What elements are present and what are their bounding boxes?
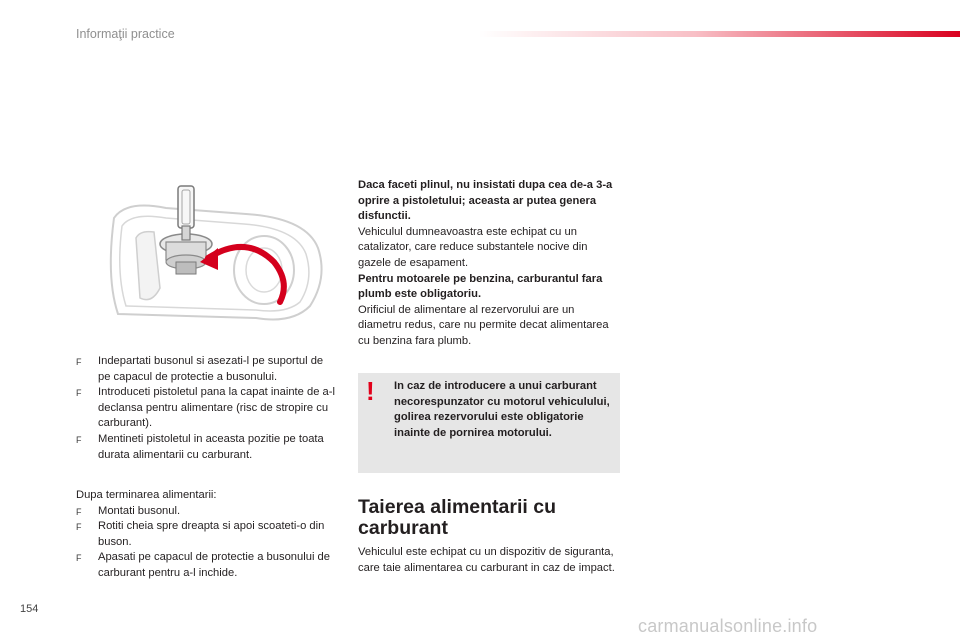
section-body: Vehiculul este echipat cu un dispozitiv de siguranta, care taie alimentarea cu carburant in caz de impact. (358, 546, 615, 574)
bullet-icon: F (76, 506, 82, 517)
bullet-icon: F (76, 553, 82, 564)
after-refuel-section (76, 488, 336, 582)
list-item: F Apasati pe capacul de protectie a busonului de carburant pentru a-l inchide. (76, 551, 330, 579)
section-header-title: Informaţii practice (76, 27, 175, 41)
catalyst-info: Vehiculul dumneavoastra este echipat cu un catalizator, care reduce substantele nocive din gazele de esapament. (358, 225, 588, 269)
refuel-steps-list (76, 354, 336, 463)
list-item: F Introduceti pistoletul pana la capat inainte de a-l declansa pentru alimentare (risc de stropire cu carburant). (76, 386, 335, 430)
warning-exclamation-icon: ! (366, 376, 375, 406)
bullet-icon: F (76, 388, 82, 399)
refuel-warning-bold: Daca faceti plinul, nu insistati dupa cea de-a 3-a oprire a pistoletului; aceasta ar putea genera disfunctii. (358, 179, 613, 223)
list-item: F Rotiti cheia spre dreapta si apoi scoateti-o din buson. (76, 520, 325, 548)
bullet-icon: F (76, 357, 82, 367)
section-title: Taierea alimentarii cu carburant (358, 496, 556, 539)
after-refuel-intro: Dupa terminarea alimentarii: (76, 489, 217, 501)
unleaded-required-bold: Pentru motoarele pe benzina, carburantul fara plumb este obligatoriu. (358, 272, 603, 301)
warning-text: In caz de introducere a unui carburant necorespunzator cu motorul vehiculului, golirea rezervorului este obligatorie inainte de pornirea motorului. (394, 380, 610, 439)
bullet-icon: F (76, 434, 82, 445)
header-accent-bar (478, 31, 960, 37)
list-item: F Mentineti pistoletul in aceasta pozitie pe toata durata alimentarii cu carburant. (76, 432, 324, 461)
list-item: F Montati busonul. (76, 504, 336, 520)
filler-diameter-info: Orificiul de alimentare al rezervorului are un diametru redus, care nu permite decat alimentarea cu benzina fara plumb. (358, 303, 609, 347)
bullet-icon: F (76, 522, 82, 533)
watermark: carmanualsonline.info (638, 616, 818, 636)
fuel-cap-key-icon (96, 178, 332, 328)
list-item: F Indepartati busonul si asezati-l pe suportul de pe capacul de protectie a busonului. (76, 355, 324, 383)
page-number: 154 (20, 603, 39, 615)
warning-box (358, 373, 620, 473)
fuel-info-section (358, 178, 620, 350)
